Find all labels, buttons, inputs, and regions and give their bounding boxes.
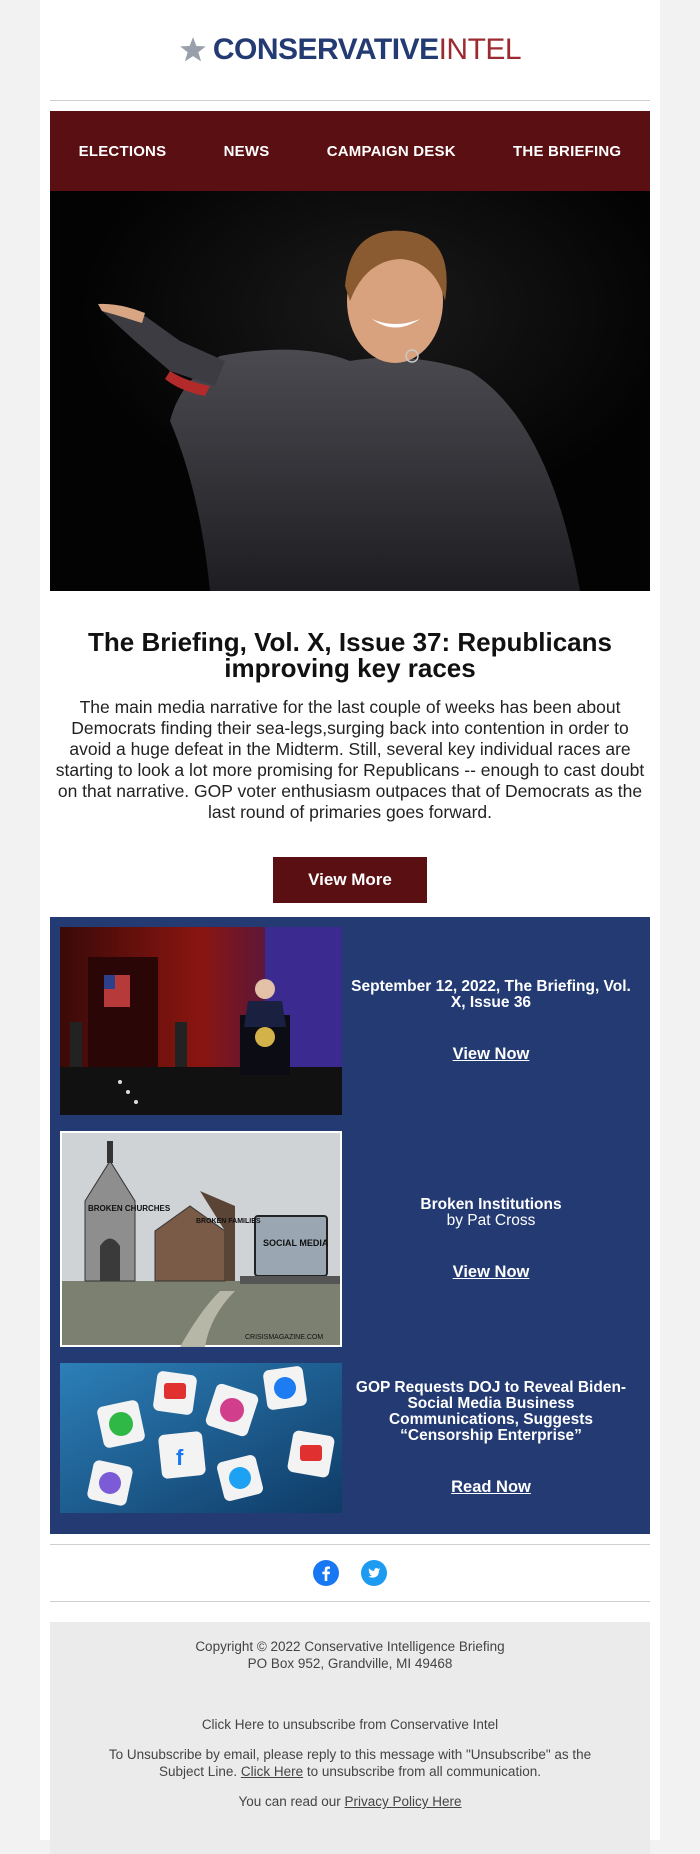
cartoon-label-social-media: SOCIAL MEDIA [263,1238,329,1248]
article-thumbnail-social-cubes[interactable] [60,1363,342,1513]
privacy-text: You can read our [238,1794,345,1809]
logo-text-strong: CONSERVATIVE [212,33,439,66]
twitter-icon[interactable] [361,1560,387,1586]
article-title: September 12, 2022, The Briefing, Vol. X, Issue 36 [351,977,631,1011]
address-text: PO Box 952, Grandville, MI 49468 [247,1656,453,1671]
nav-bar [50,111,650,191]
cartoon-credit: CRISISMAGAZINE.COM [245,1334,324,1341]
view-more-button[interactable]: View More [273,857,427,903]
cartoon-label-families: BROKEN FAMILIES [196,1218,261,1225]
article-title: GOP Requests DOJ to Reveal Biden-Social Media Business Communications, Suggests “Censorship Enterprise” [355,1378,627,1444]
logo[interactable] [179,35,521,65]
nav-item-campaign-desk[interactable]: CAMPAIGN DESK [326,142,456,160]
issue-intro: The main media narrative for the last couple of weeks has been about Democrats finding their sea-legs,surging back into contention in order to avoid a huge defeat in the Midterm. Still, several key individual races are starting to look a lot more promising for Republicans -- enough to cast doubt on that narrative. GOP voter enthusiasm outpaces that of Democrats as the last round of primaries goes forward. [55,697,645,822]
privacy-policy-link[interactable]: Privacy Policy Here [344,1794,462,1809]
divider [50,1601,650,1602]
article-thumbnail-speech[interactable] [60,927,342,1115]
social-links [40,1545,660,1601]
article-thumbnail-cartoon[interactable] [60,1131,342,1347]
star-icon [179,36,207,64]
cartoon-label-churches: BROKEN CHURCHES [88,1204,171,1213]
email-unsubscribe-text-end: to unsubscribe from all communication. [303,1764,541,1779]
article-title: Broken Institutions [420,1195,562,1213]
unsubscribe-all-link[interactable]: Click Here [240,1764,304,1779]
view-now-link[interactable]: View Now [452,1262,530,1281]
read-now-link[interactable]: Read Now [451,1477,531,1496]
nav-item-news[interactable]: NEWS [223,142,270,160]
email-container [40,0,660,1840]
svg-text:f: f [176,1445,184,1470]
divider [50,100,650,101]
header [40,0,660,100]
footer [50,1622,650,1854]
nav-item-the-briefing[interactable]: THE BRIEFING [513,142,622,160]
article-byline: by Pat Cross [446,1211,536,1229]
unsubscribe-link[interactable]: Click Here to unsubscribe from Conservative Intel [201,1717,499,1732]
article-row [60,1363,640,1513]
article-row [60,927,640,1115]
email-unsubscribe-text: To Unsubscribe by email, please reply to this message with "Unsubscribe" as the Subject Line. [108,1747,592,1779]
article-row [60,1131,640,1347]
facebook-icon[interactable] [313,1560,339,1586]
issue-title: The Briefing, Vol. X, Issue 37: Republicans improving key races [88,627,612,683]
articles-panel [50,917,650,1534]
view-now-link[interactable]: View Now [452,1044,530,1063]
nav-item-elections[interactable]: ELECTIONS [78,142,167,160]
logo-text-light: INTEL [438,33,522,66]
copyright-text: Copyright © 2022 Conservative Intelligence Briefing [195,1639,505,1654]
hero-image[interactable] [50,191,650,591]
